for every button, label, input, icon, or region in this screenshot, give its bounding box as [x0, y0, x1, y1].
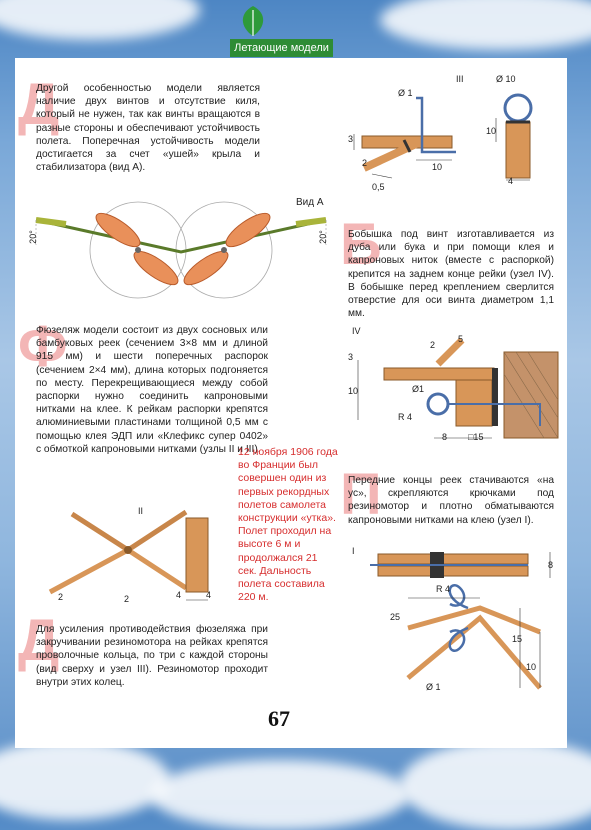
figure-label: IV	[352, 326, 361, 336]
dimension-label: 25	[390, 612, 401, 622]
paragraph: Для усиления противодействия фюзеляжа при закручивании резиномотора на рейках крепятся проволочные кольца, по три с каждой стороны (вид сверху и узел III). Резиномотор проходит внутри этих колец.	[36, 624, 268, 688]
cloud	[400, 740, 591, 830]
figure-label: II	[138, 506, 144, 516]
figure-label: I	[352, 546, 355, 556]
leaf-logo-icon	[236, 4, 270, 38]
dimension-label: 4	[508, 176, 514, 186]
dimension-label: 3	[348, 352, 354, 362]
paragraph: Фюзеляж модели состоит из двух сосновых или бамбуковых реек (сечением 3×8 мм и длиной 915 мм) и шести поперечных распорок (сечением 2×4 мм), длина которых подгоняется по месту. Перекрещивающиеся между собой распорки нужно соединить капроновыми нитками на клее. К рейкам распорки крепятся алюминиевыми пластинами толщиной 0,5 мм с помощью клея ЭДП или «Клефикс супер 0402» с обмоткой капроновыми нитками (узлы II и III).	[36, 325, 268, 455]
dimension-label: 10	[486, 126, 497, 136]
node-ii-figure	[36, 508, 236, 618]
cloud	[0, 0, 200, 40]
history-note: 12 ноября 1906 года во Франции был совершен один из первых рекордных полетов самолета конструкции «утка». Полет проходил на высоте 6 м и продолжался 21 сек. Дальность полета составила 220 м.	[238, 446, 338, 604]
paragraph: Другой особенностью модели является наличие двух винтов и отсутствие киля, который не нужен, так как винты вращаются в разные стороны и обеспечивают устойчивость полета. Поперечная устойчивость модели достигается за счет «ушей» крыла и стабилизатора (вид А).	[36, 83, 260, 174]
dimension-label: R 4	[436, 584, 451, 594]
drop-cap: Д	[18, 608, 60, 673]
figure-label: III	[456, 74, 464, 84]
dimension-label: 8	[442, 432, 448, 442]
view-a-figure	[26, 200, 338, 300]
dimension-label: Ø 10	[496, 74, 516, 84]
cloud	[380, 0, 591, 50]
dimension-label: 2	[430, 340, 436, 350]
dimension-label: 2	[58, 592, 64, 602]
drop-cap: Ф	[18, 314, 68, 379]
dimension-label: 2	[124, 594, 130, 604]
dimension-label: 2	[362, 158, 368, 168]
dimension-label: 8	[548, 560, 554, 570]
paragraph: Передние концы реек стачиваются «на ус», скрепляются крючками под резиномотор и плотно обматываются капроновыми нитками на клею (узел I).	[348, 475, 554, 526]
angle-label: 20°	[27, 230, 38, 244]
dimension-label: 10	[348, 386, 359, 396]
dimension-label: Ø 1	[426, 682, 441, 692]
node-iv-figure	[344, 330, 564, 450]
dimension-label: 3	[348, 134, 354, 144]
dimension-label: □15	[468, 432, 484, 442]
angle-label: 20°	[317, 230, 328, 244]
page-number: 67	[268, 706, 290, 731]
dimension-label: 0,5	[372, 182, 385, 192]
dimension-label: 15	[512, 634, 523, 644]
node-i-figure	[350, 548, 560, 698]
dimension-label: 10	[526, 662, 537, 672]
paragraph: Бобышка под винт изготавливается из дуба или бука и при помощи клея и капроновых ниток (вместе с распоркой) крепится на заднем конце рейки (узел IV). В бобышке перед креплением сверлится отверстие для оси винта диаметром 1,1 мм.	[348, 229, 554, 320]
dimension-label: 4	[176, 590, 182, 600]
dimension-label: R 4	[398, 412, 413, 422]
drop-cap: П	[340, 462, 382, 527]
drop-cap: Д	[18, 72, 60, 137]
dimension-label: Ø 1	[398, 88, 413, 98]
dimension-label: Ø1	[412, 384, 425, 394]
dimension-label: 4	[206, 590, 212, 600]
figure-label: Вид А	[296, 197, 324, 208]
section-title: Летающие модели	[230, 39, 333, 57]
dimension-label: 5	[458, 334, 464, 344]
dimension-label: 10	[432, 162, 443, 172]
cloud	[150, 760, 410, 830]
cloud	[0, 740, 170, 820]
drop-cap: Б	[340, 212, 382, 277]
